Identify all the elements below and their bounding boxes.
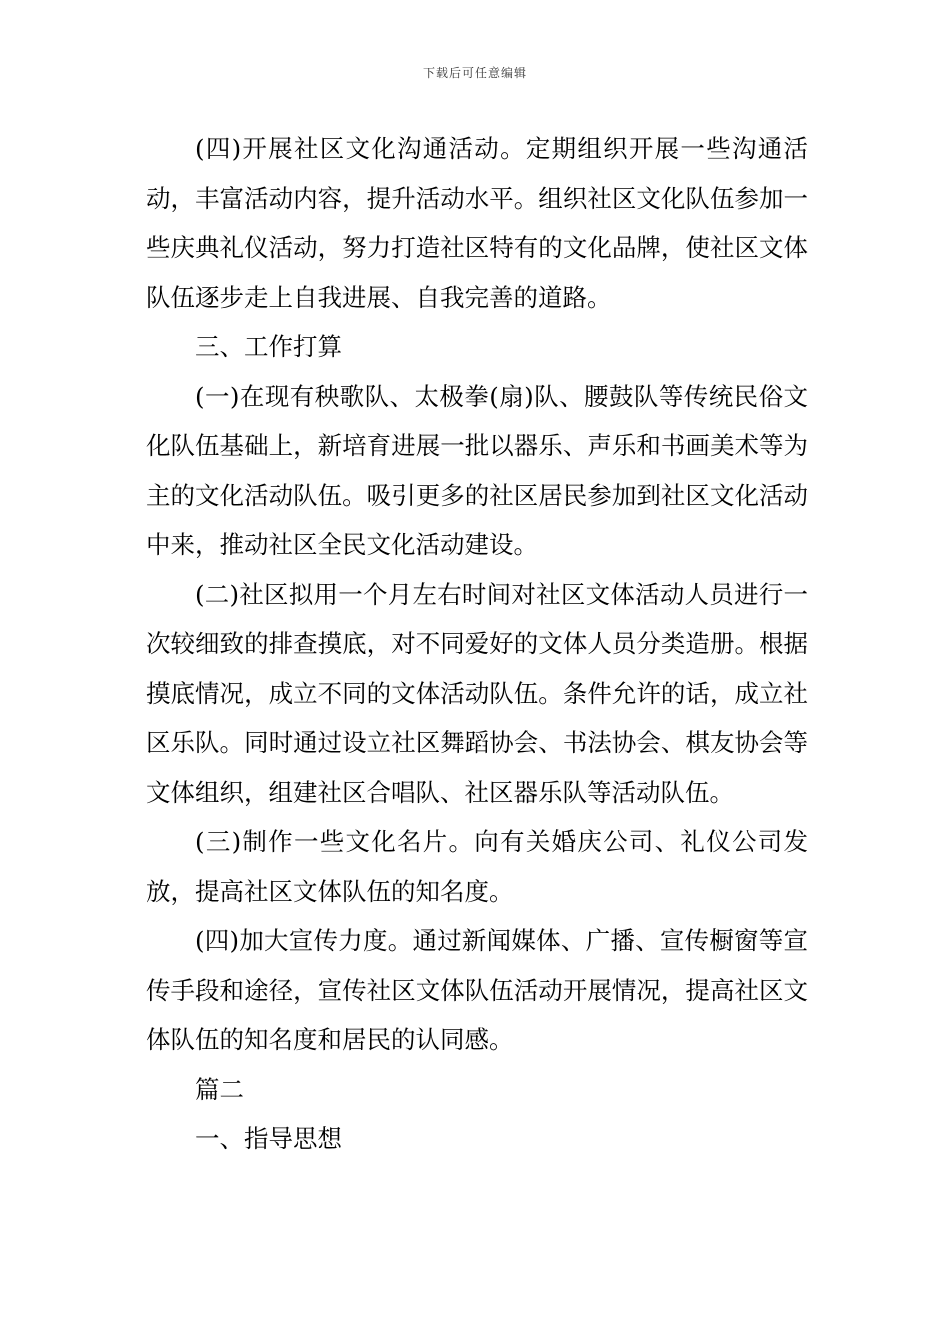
paragraph-plan-1: (一)在现有秧歌队、太极拳(扇)队、腰鼓队等传统民俗文化队伍基础上，新培育进展一批以器乐、声乐和书画美术等为主的文化活动队伍。吸引更多的社区居民参加到社区文化活动中来，推动社区全民文化活动建设。 [146, 381, 808, 559]
section-heading-work-plan: 三、工作打算 [195, 332, 342, 361]
paragraph-plan-4: (四)加大宣传力度。通过新闻媒体、广播、宣传橱窗等宣传手段和途径，宣传社区文体队伍活动开展情况，提高社区文体队伍的知名度和居民的认同感。 [146, 926, 808, 1054]
document-body [146, 124, 808, 1164]
part-heading-2: 篇二 [195, 1074, 244, 1104]
paragraph-activities: (四)开展社区文化沟通活动。定期组织开展一些沟通活动，丰富活动内容，提升活动水平。组织社区文化队伍参加一些庆典礼仪活动，努力打造社区特有的文化品牌，使社区文体队伍逐步走上自我进展、自我完善的道路。 [146, 134, 808, 312]
paragraph-plan-2: (二)社区拟用一个月左右时间对社区文体活动人员进行一次较细致的排查摸底，对不同爱好的文体人员分类造册。根据摸底情况，成立不同的文体活动队伍。条件允许的话，成立社区乐队。同时通过设立社区舞蹈协会、书法协会、棋友协会等文体组织，组建社区合唱队、社区器乐队等活动队伍。 [146, 579, 808, 807]
page-header: 下载后可任意编辑 [422, 66, 527, 80]
paragraph-plan-3: (三)制作一些文化名片。向有关婚庆公司、礼仪公司发放，提高社区文体队伍的知名度。 [146, 827, 808, 906]
section-heading-guiding-ideology: 一、指导思想 [195, 1124, 342, 1153]
